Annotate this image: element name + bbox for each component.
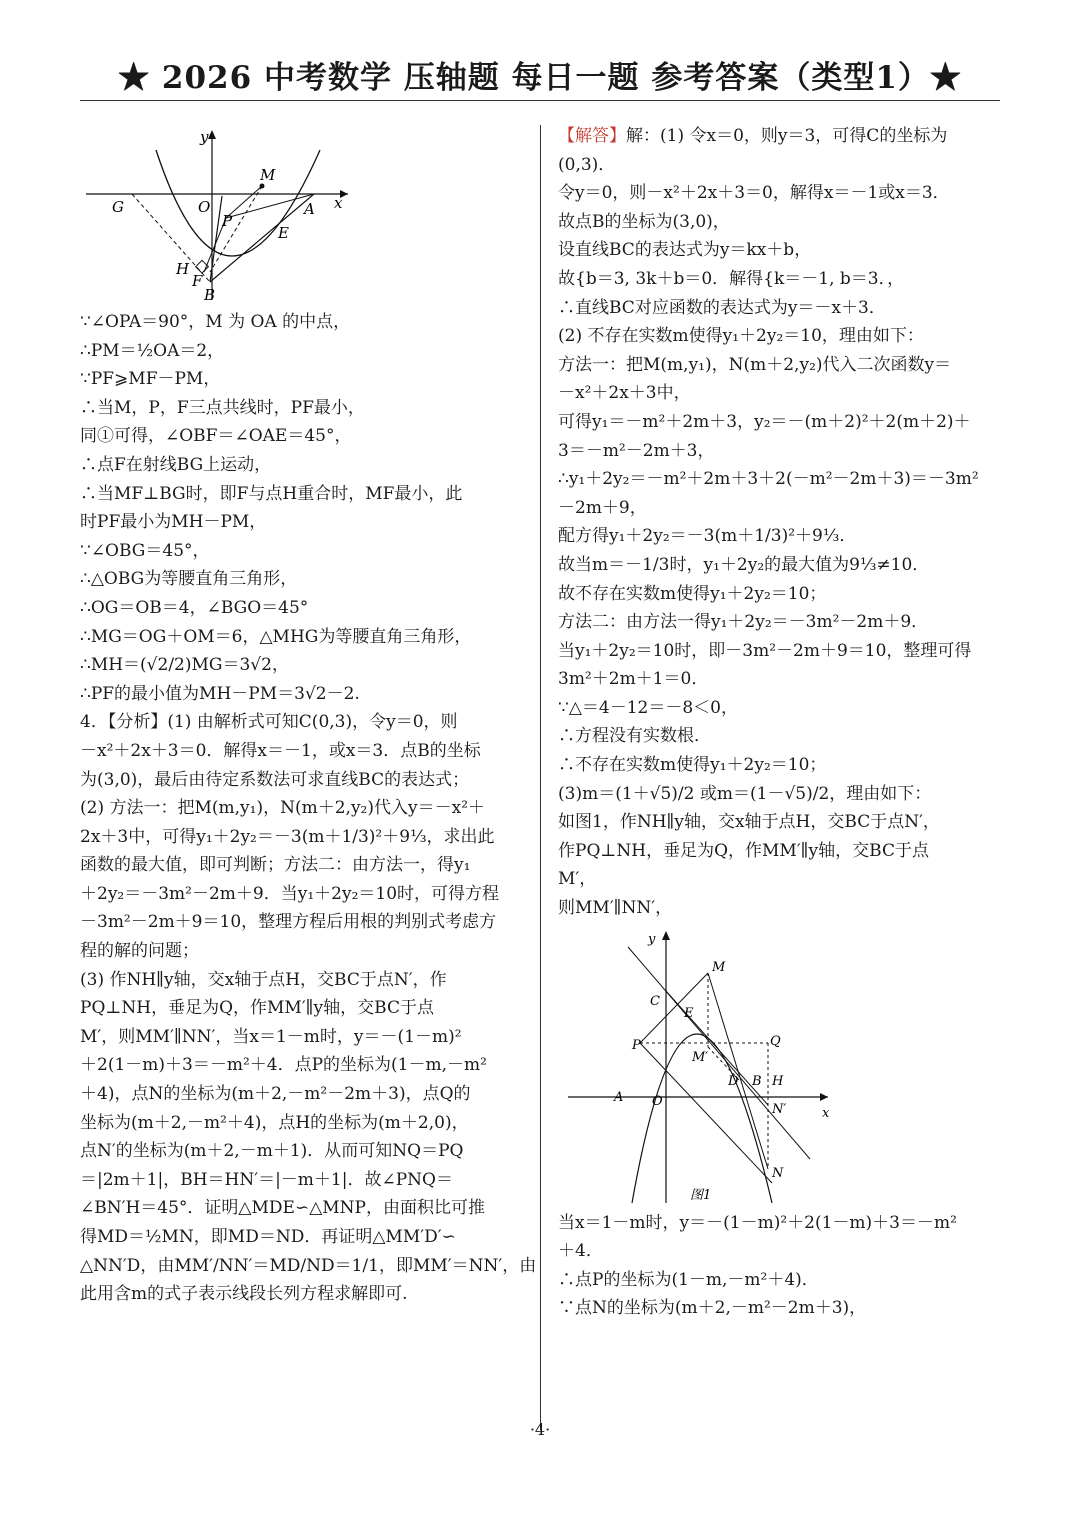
fig1-x-label: x [822, 1105, 830, 1121]
x-axis-label: x [334, 194, 343, 212]
fig1-label-m: M [712, 959, 726, 975]
text-line: －x²＋2x＋3＝0．解得x＝－1，或x＝3．点B的坐标 [80, 740, 481, 761]
fig1-label-e: E [684, 1005, 694, 1021]
answer-heading [558, 122, 1003, 151]
answer-intro: 解：(1) 令x＝0，则y＝3，可得C的坐标为 [626, 126, 948, 146]
text-line: M′，则MM′∥NN′，当x＝1－m时，y＝－(1－m)² [80, 1026, 462, 1047]
fig1-label-n: N [772, 1165, 784, 1181]
text-line: 设直线BC的表达式为y＝kx＋b， [558, 240, 812, 261]
fig1-caption: 图1 [690, 1187, 712, 1203]
fig1-label-b: B [752, 1073, 762, 1089]
figure-1 [562, 925, 832, 1205]
text-line: ∵∠OPA＝90°，M 为 OA 的中点， [80, 312, 351, 332]
text-line: M′， [558, 869, 597, 890]
text-line: 则MM′∥NN′， [558, 898, 673, 919]
left-solution-text [80, 308, 537, 1309]
text-line: (0,3)． [558, 154, 616, 175]
page-number: ·4· [529, 1420, 551, 1439]
text-line: ∵△＝4－12＝－8＜0， [558, 697, 738, 718]
text-line: －x²＋2x＋3中， [558, 383, 691, 404]
page-title: ★ 2026 中考数学 压轴题 每日一题 参考答案（类型1）★ [118, 60, 962, 96]
text-line: 配方得y₁＋2y₂＝－3(m＋1/3)²＋9⅓． [558, 526, 857, 547]
text-line: ∴不存在实数m使得y₁＋2y₂＝10； [558, 755, 827, 776]
text-line: 坐标为(m＋2,－m²＋4)，点H的坐标为(m＋2,0)， [80, 1112, 469, 1133]
text-line: 时PF最小为MH－PM， [80, 512, 267, 533]
point-label-a: A [304, 200, 315, 218]
text-line: 点N′的坐标为(m＋2,－m＋1)．从而可知NQ＝PQ [80, 1141, 464, 1162]
text-line: 作PQ⊥NH，垂足为Q，作MM′∥y轴，交BC于点 [558, 840, 929, 861]
text-line: ∵PF⩾MF－PM， [80, 369, 221, 390]
fig1-label-m-prime: M′ [692, 1049, 709, 1065]
text-line: (3) 作NH∥y轴，交x轴于点H，交BC于点N′，作 [80, 969, 447, 990]
text-line: ∴y₁＋2y₂＝－m²＋2m＋3＋2(－m²－2m＋3)＝－3m² [558, 469, 979, 490]
text-line: ∴点F在射线BG上运动， [80, 454, 272, 475]
fig1-label-d: D [728, 1073, 739, 1089]
y-axis-label: y [200, 128, 209, 146]
text-line: 4．【分析】(1) 由解析式可知C(0,3)，令y＝0，则 [80, 712, 458, 733]
text-line: 此用含m的式子表示线段长列方程求解即可. [80, 1284, 408, 1305]
text-line: ＋4． [558, 1241, 603, 1262]
text-line: 3＝－m²－2m＋3， [558, 440, 715, 461]
text-line: △NN′D，由MM′/NN′＝MD/ND＝1/1，即MM′＝NN′，由 [80, 1255, 537, 1276]
text-line: ∴MH＝(√2/2)MG＝3√2， [80, 655, 289, 676]
text-line: ∵∠OBG＝45°， [80, 540, 210, 561]
text-line: 可得y₁＝－m²＋2m＋3，y₂＝－(m＋2)²＋2(m＋2)＋ [558, 411, 971, 432]
text-line: 2x＋3中，可得y₁＋2y₂＝－3(m＋1/3)²＋9⅓，求出此 [80, 826, 495, 847]
parabola-figure [86, 122, 356, 302]
point-label-f: F [192, 272, 203, 290]
point-label-p: P [222, 212, 233, 230]
text-line: 得MD＝½MN，即MD＝ND．再证明△MM′D′∽ [80, 1227, 456, 1247]
text-line: ∴当MF⊥BG时，即F与点H重合时，MF最小，此 [80, 483, 463, 504]
text-line: ∠BN′H＝45°．证明△MDE∽△MNP，由面积比可推 [80, 1198, 485, 1219]
fig1-label-q: Q [770, 1033, 781, 1049]
text-line: 程的解的问题； [80, 941, 199, 962]
text-line: ＋2(1－m)＋3＝－m²＋4．点P的坐标为(1－m,－m² [80, 1055, 487, 1076]
text-line: 故点B的坐标为(3,0)， [558, 211, 730, 232]
text-line: (3)m＝(1＋√5)/2 或m＝(1－√5)/2，理由如下： [558, 783, 932, 804]
text-line: 故{b＝3, 3k＋b＝0．解得{k＝－1, b＝3．， [558, 268, 905, 289]
text-line: 故不存在实数m使得y₁＋2y₂＝10； [558, 583, 827, 604]
text-line: ＝|2m＋1|，BH＝HN′＝|－m＋1|．故∠PNQ＝ [80, 1169, 453, 1190]
text-line: ∴OG＝OB＝4，∠BGO＝45° [80, 597, 309, 618]
right-column [558, 122, 1003, 1323]
point-label-g: G [112, 198, 124, 216]
text-line: ∴PF的最小值为MH－PM＝3√2－2. [80, 683, 360, 704]
fig1-label-p: P [632, 1037, 641, 1053]
text-line: PQ⊥NH，垂足为Q，作MM′∥y轴，交BC于点 [80, 998, 434, 1019]
text-line: ∴PM＝½OA＝2， [80, 340, 225, 361]
text-line: 如图1，作NH∥y轴，交x轴于点H，交BC于点N′， [558, 812, 940, 833]
text-line: 同①可得，∠OBF＝∠OAE＝45°， [80, 426, 352, 447]
text-line: ∴直线BC对应函数的表达式为y＝－x＋3． [558, 297, 886, 318]
text-line: －2m＋9， [558, 497, 647, 518]
text-line: 方法一：把M(m,y₁)，N(m＋2,y₂)代入二次函数y＝ [558, 354, 952, 375]
text-line: ∴方程没有实数根． [558, 726, 711, 747]
point-label-m: M [260, 166, 276, 184]
point-label-e: E [278, 224, 289, 242]
point-label-b: B [204, 286, 216, 302]
text-line: 为(3,0)，最后由待定系数法可求直线BC的表达式； [80, 769, 470, 790]
fig1-label-c: C [650, 993, 660, 1009]
header-divider [80, 100, 1000, 101]
fig1-label-a: A [614, 1089, 624, 1105]
text-line: (2) 方法一：把M(m,y₁)，N(m＋2,y₂)代入y＝－x²＋ [80, 798, 486, 819]
text-line: ∴MG＝OG＋OM＝6，△MHG为等腰直角三角形， [80, 626, 472, 647]
fig1-label-o: O [652, 1093, 663, 1109]
text-line: －3m²－2m＋9＝10，整理方程后用根的判别式考虑方 [80, 912, 497, 933]
column-divider [540, 125, 541, 1430]
text-line: ＋4)，点N的坐标为(m＋2,－m²－2m＋3)，点Q的 [80, 1084, 471, 1105]
text-line: 当x＝1－m时，y＝－(1－m)²＋2(1－m)＋3＝－m² [558, 1212, 957, 1233]
answer-tag: 【解答】 [558, 126, 626, 146]
text-line: 当y₁＋2y₂＝10时，即－3m²－2m＋9＝10，整理可得 [558, 640, 972, 661]
text-line: 3m²＋2m＋1＝0． [558, 669, 709, 690]
point-label-h: H [176, 260, 190, 278]
text-line: ∴当M，P，F三点共线时，PF最小， [80, 397, 365, 418]
text-line: 故当m＝－1/3时，y₁＋2y₂的最大值为9⅓≠10． [558, 554, 930, 575]
right-solution-text-a [558, 151, 1003, 923]
fig1-label-h: H [772, 1073, 784, 1089]
text-line: 令y＝0，则－x²＋2x＋3＝0，解得x＝－1或x＝3． [558, 183, 950, 204]
text-line: 方法二：由方法一得y₁＋2y₂＝－3m²－2m＋9． [558, 612, 929, 633]
text-line: ∵点N的坐标为(m＋2,－m²－2m＋3)， [558, 1298, 867, 1319]
text-line: ∴点P的坐标为(1－m,－m²＋4)． [558, 1269, 819, 1290]
text-line: ∴△OBG为等腰直角三角形， [80, 569, 298, 590]
text-line: 函数的最大值，即可判断；方法二：由方法一，得y₁ [80, 855, 471, 876]
right-solution-text-b [558, 1209, 1003, 1323]
left-column [80, 122, 537, 1309]
point-label-o: O [198, 198, 211, 216]
text-line: (2) 不存在实数m使得y₁＋2y₂＝10，理由如下： [558, 326, 924, 347]
text-line: ＋2y₂＝－3m²－2m＋9．当y₁＋2y₂＝10时，可得方程 [80, 883, 500, 904]
fig1-y-label: y [648, 931, 656, 947]
fig1-label-n-prime: N′ [772, 1101, 787, 1117]
